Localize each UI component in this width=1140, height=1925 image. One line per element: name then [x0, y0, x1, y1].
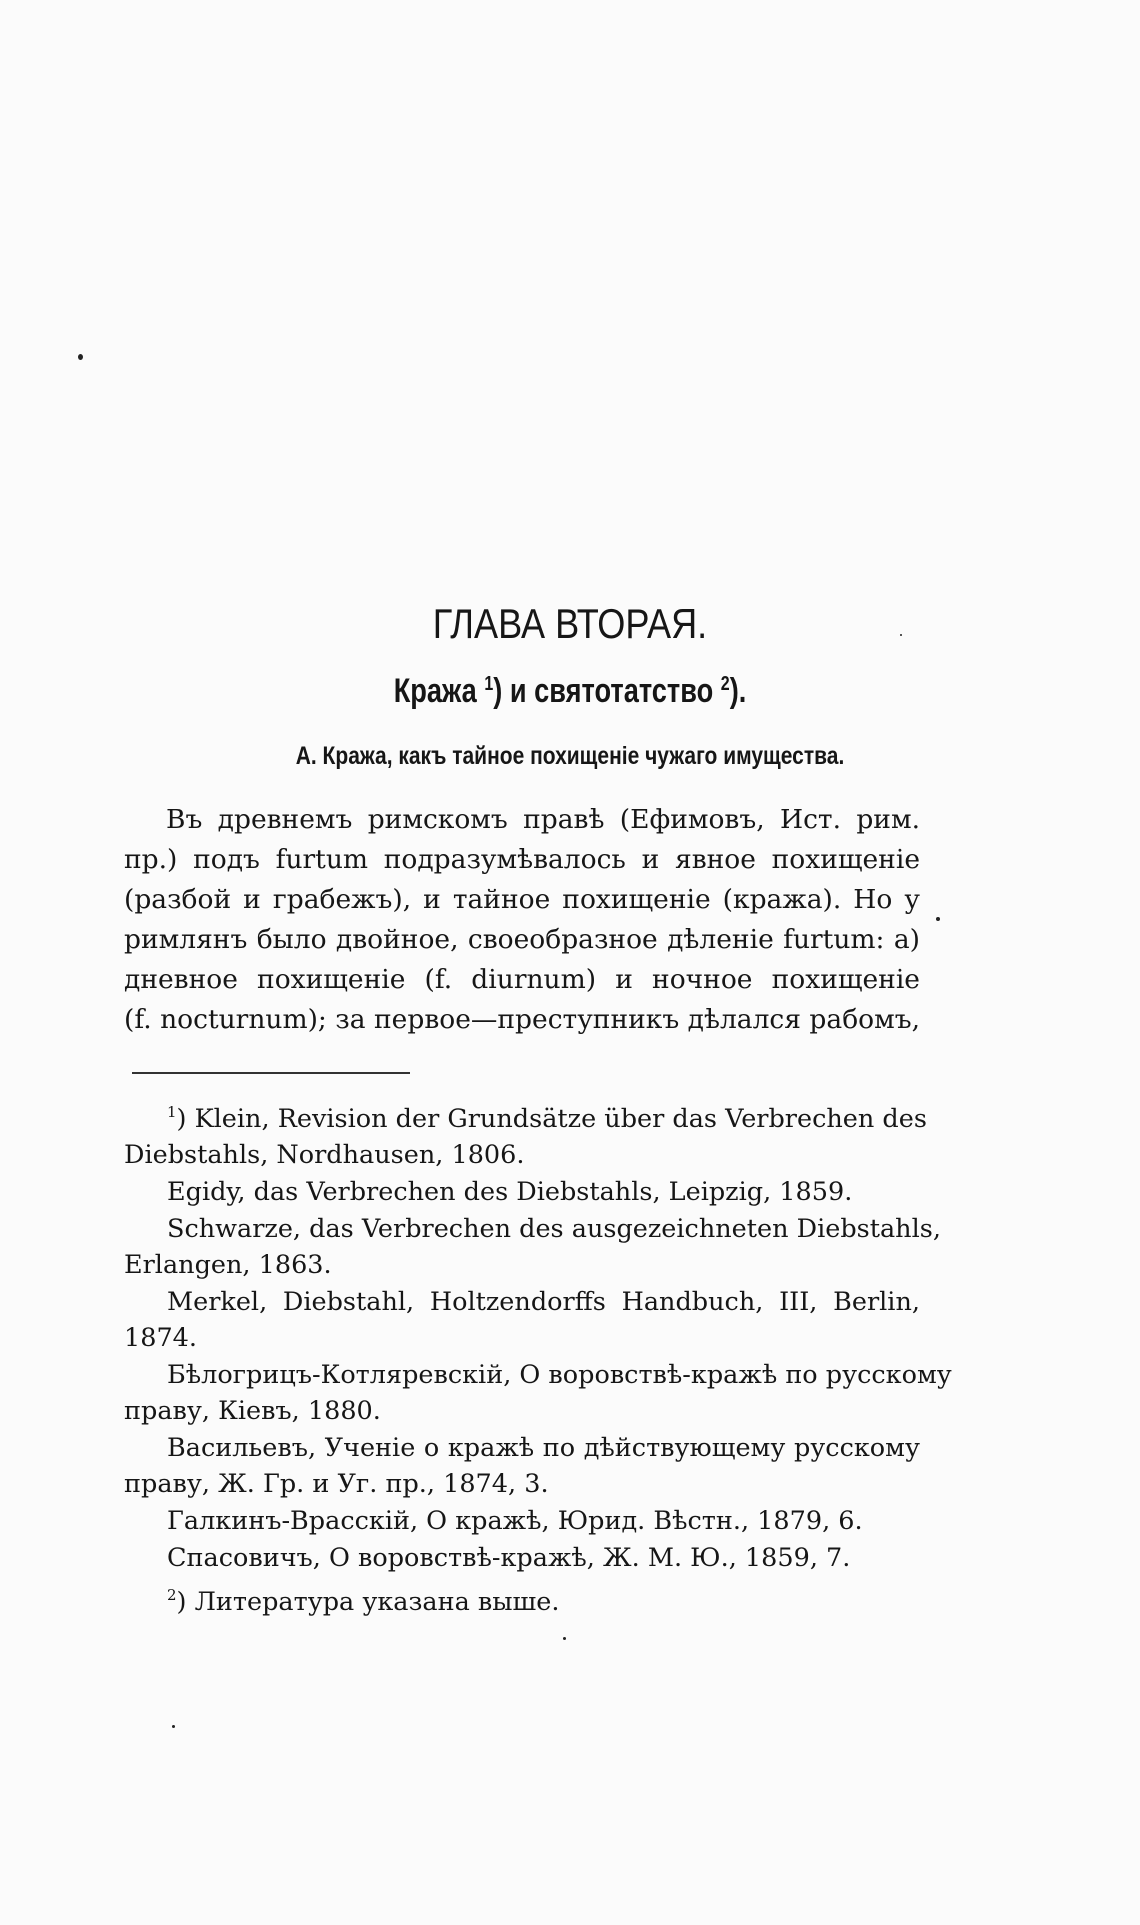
body-line: пр.) подъ furtum подразумѣвалось и явное похищеніе — [124, 844, 920, 875]
reference-line: Schwarze, das Verbrechen des ausgezeichneten Diebstahls, — [167, 1214, 941, 1244]
body-line: Въ древнемъ римскомъ правѣ (Ефимовъ, Ист. рим. — [166, 804, 920, 835]
section-title-part: ). — [729, 672, 747, 710]
section-title-part: Кража — [393, 672, 485, 710]
footnote-line — [124, 1094, 927, 1137]
reference-line: Merkel, Diebstahl, Holtzendorffs Handbuch, III, Berlin, — [167, 1287, 920, 1317]
scan-speck — [563, 1637, 566, 1640]
reference-item — [124, 1174, 920, 1210]
footnote-2 — [124, 1577, 920, 1620]
footnote-mark: 1 — [167, 1103, 177, 1121]
body-paragraph — [124, 800, 920, 1040]
footnote-text: ) Klein, Revision der Grundsätze über das Verbrechen des — [176, 1104, 927, 1134]
section-title — [114, 672, 1026, 711]
footnote-text: ) Литература указана выше. — [176, 1587, 560, 1617]
reference-line: Спасовичъ, О воровствѣ-кражѣ, Ж. М. Ю., 1859, 7. — [167, 1543, 851, 1573]
reference-line: Васильевъ, Ученіе о кражѣ по дѣйствующему русскому — [167, 1433, 920, 1463]
reference-item — [124, 1540, 920, 1576]
footnote-line: Diebstahls, Nordhausen, 1806. — [124, 1140, 525, 1170]
reference-item — [124, 1357, 952, 1429]
scan-speck — [936, 917, 940, 921]
body-line: дневное похищеніе (f. diurnum) и ночное похищеніе — [124, 964, 920, 995]
reference-line: Egidy, das Verbrechen des Diebstahls, Leipzig, 1859. — [167, 1177, 853, 1207]
reference-item — [124, 1284, 920, 1356]
footnotes — [124, 1094, 952, 1621]
body-line: римлянъ было двойное, своеобразное дѣленіе furtum: a) — [124, 924, 920, 955]
reference-line: Бѣлогрицъ-Котляревскій, О воровствѣ-кражѣ по русскому — [167, 1360, 952, 1390]
reference-item — [124, 1211, 941, 1283]
reference-line: Erlangen, 1863. — [124, 1250, 332, 1280]
footnote-mark: 2 — [167, 1586, 177, 1604]
chapter-title: ГЛАВА ВТОРАЯ. — [432, 600, 708, 647]
reference-line: праву, Кіевъ, 1880. — [124, 1396, 381, 1426]
section-title-part: ) и святотатство — [493, 672, 721, 710]
subsection-title: А. Кража, какъ тайное похищеніе чужаго имущества. — [295, 742, 845, 770]
footnote-line — [124, 1577, 920, 1620]
footnote-ref-1: 1 — [484, 673, 494, 695]
footnote-ref-2: 2 — [720, 673, 730, 695]
scan-speck — [172, 1725, 175, 1728]
body-line: (f. nocturnum); за первое—преступникъ дѣлался рабомъ, — [124, 1004, 920, 1035]
body-line: (разбой и грабежъ), и тайное похищеніе (кража). Но у — [124, 884, 920, 915]
scan-speck — [78, 354, 83, 360]
reference-line: праву, Ж. Гр. и Уг. пр., 1874, 3. — [124, 1469, 549, 1499]
reference-line: 1874. — [124, 1323, 198, 1353]
footnote-1 — [124, 1094, 927, 1173]
footnote-divider — [132, 1072, 410, 1074]
reference-line: Галкинъ-Врасскій, О кражѣ, Юрид. Вѣстн., 1879, 6. — [167, 1506, 863, 1536]
reference-item — [124, 1430, 920, 1502]
reference-item — [124, 1503, 920, 1539]
